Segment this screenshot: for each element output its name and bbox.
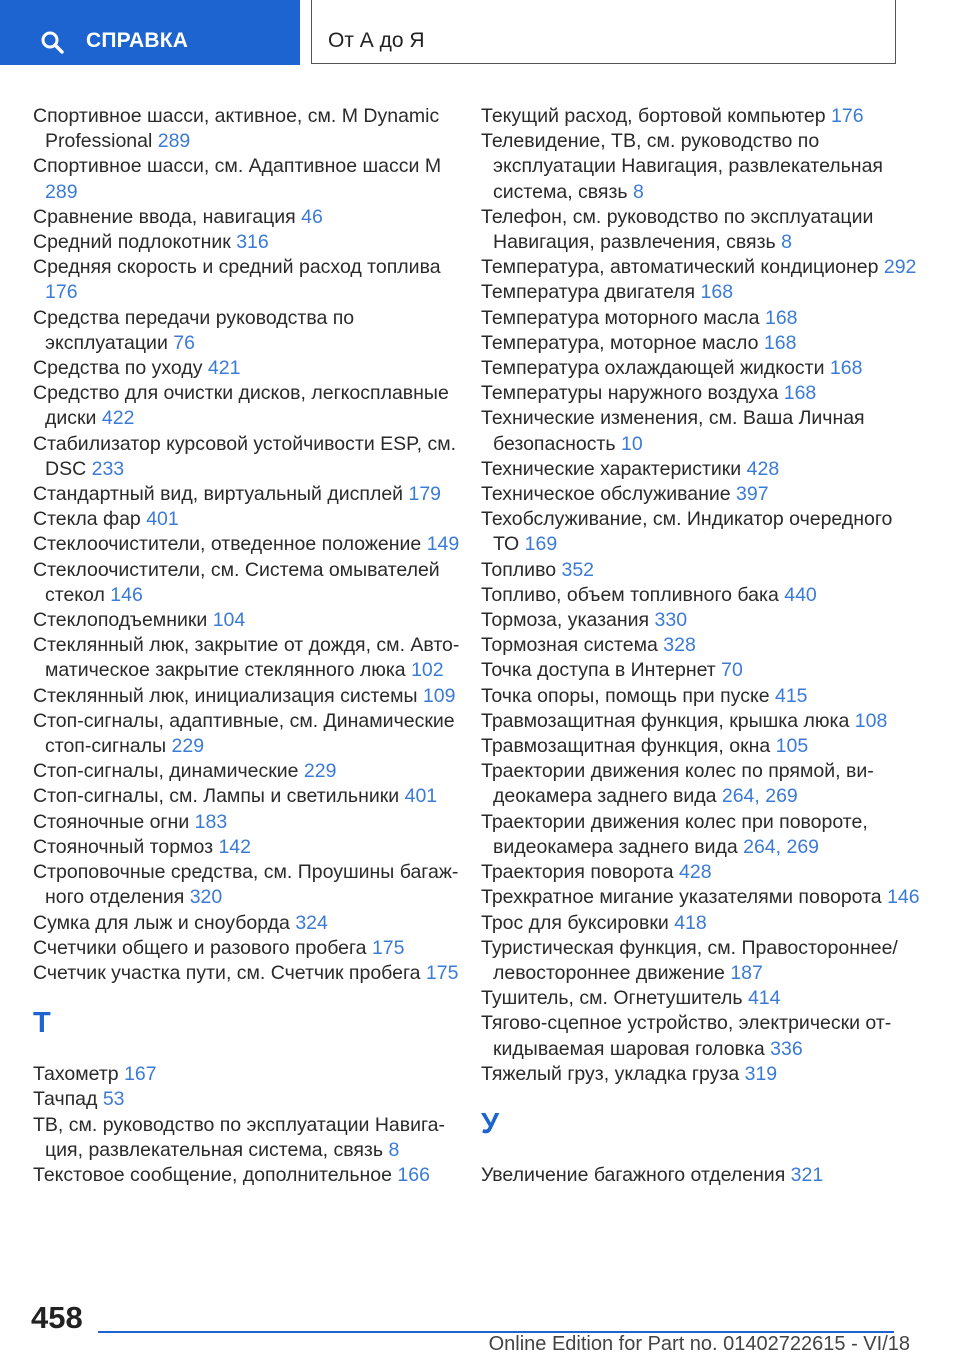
index-entry-text: Средство для очистки дисков, легкосплавные диски [33, 382, 449, 430]
index-entry [33, 381, 463, 431]
page-reference-link[interactable]: 168 [783, 382, 817, 405]
page-reference-link[interactable]: 166 [397, 1163, 430, 1186]
index-entry [33, 810, 463, 835]
page-reference-link[interactable]: 109 [422, 684, 456, 707]
index-entry-text: Спортивное шасси, активное, см. M Dynamic Professional [33, 105, 440, 153]
index-entry [33, 558, 463, 608]
index-entry [481, 306, 921, 331]
index-entry-text: Температура, моторное масло [481, 331, 759, 354]
index-entry-text: Текстовое сообщение, дополнительное [33, 1163, 392, 1186]
index-entry-text: Тахометр [33, 1063, 119, 1086]
index-entry-text: Стояночный тормоз [33, 835, 214, 858]
index-entry [481, 381, 921, 406]
page-reference-link[interactable]: 229 [303, 760, 337, 783]
index-entry [481, 1011, 921, 1061]
index-entry [481, 1163, 921, 1188]
page-reference-link[interactable]: 179 [408, 483, 442, 506]
section-tab[interactable] [0, 0, 300, 65]
index-entry-text: Телевидение, ТВ, см. руководство по эксплуатации Навигация, развлекательная система, связь [481, 130, 883, 203]
index-entry-text: Стеклоподъемники [33, 609, 208, 632]
page-reference-link[interactable]: 264, 269 [743, 835, 820, 858]
index-entry [481, 1062, 921, 1087]
index-entry [481, 658, 921, 683]
index-entry [481, 684, 921, 709]
index-entry [481, 759, 921, 809]
index-entry-text: Стоп-сигналы, адаптивные, см. Динамические стоп-сигналы [33, 709, 455, 758]
index-entry-text: Траектории движения колес при повороте, видеокамера заднего вида [481, 810, 868, 858]
index-entry [33, 633, 463, 683]
page-reference-link[interactable]: 176 [831, 105, 864, 127]
index-letter-heading: У [481, 1107, 500, 1140]
index-entry-text: Строповочные средства, см. Проушины багажного отделения [33, 861, 459, 909]
page-reference-link[interactable]: 328 [663, 634, 696, 657]
index-entry [33, 154, 463, 204]
page-reference-link[interactable]: 149 [426, 533, 460, 556]
page-reference-link[interactable]: 169 [524, 533, 558, 556]
page-reference-link[interactable]: 8 [388, 1138, 400, 1161]
index-entry-text: Счетчики общего и разового пробега [33, 936, 367, 959]
index-entry [481, 406, 921, 456]
index-entry [33, 911, 463, 936]
index-entry-text: Травмозащитная функция, окна [481, 735, 771, 758]
page-reference-link[interactable]: 102 [411, 659, 444, 682]
search-icon [40, 30, 64, 54]
index-entry [481, 356, 921, 381]
page-reference-link[interactable]: 146 [110, 583, 143, 606]
page-reference-link[interactable]: 187 [730, 961, 763, 984]
page-reference-link[interactable]: 104 [212, 609, 246, 632]
page-reference-link[interactable]: 289 [45, 180, 78, 203]
page-reference-link[interactable]: 8 [781, 231, 792, 254]
index-entry-text: Тормозная система [481, 634, 658, 657]
page-reference-link[interactable]: 8 [633, 180, 644, 203]
index-entry [481, 482, 921, 507]
page-reference-link[interactable]: 46 [301, 205, 323, 228]
page-reference-link[interactable]: 401 [146, 508, 179, 531]
index-entry-text: Техническое обслуживание [481, 483, 731, 506]
index-entry [33, 482, 463, 507]
index-entry-text: Точка опоры, помощь при пуске [481, 684, 770, 707]
page-reference-link[interactable]: 175 [371, 936, 405, 959]
section-label: СПРАВКА [86, 29, 189, 52]
page-reference-link[interactable]: 316 [236, 231, 269, 254]
page-reference-link[interactable]: 233 [91, 457, 125, 480]
page-reference-link[interactable]: 176 [45, 281, 78, 304]
index-entry [481, 280, 921, 305]
page-reference-link[interactable]: 321 [790, 1163, 824, 1186]
page-reference-link[interactable]: 168 [763, 331, 797, 354]
page-reference-link[interactable]: 397 [736, 483, 769, 506]
index-entry-text: Топливо, объем топливного бака [481, 583, 779, 606]
page-reference-link[interactable]: 105 [775, 735, 809, 758]
index-entry-text: Тушитель, см. Огнетушитель [481, 987, 743, 1010]
index-entry-text: Сумка для лыж и сноуборда [33, 911, 290, 934]
index-entry-text: Стоп-сигналы, см. Лампы и светильники [33, 785, 400, 808]
index-entry [33, 608, 463, 633]
index-entry-text: Стабилизатор курсовой устойчивости ESP, см. DSC [33, 432, 457, 480]
page-reference-link[interactable]: 418 [674, 911, 707, 934]
index-entry [481, 457, 921, 482]
index-entry [33, 255, 463, 305]
index-entry-text: Средства по уходу [33, 357, 203, 380]
page-reference-link[interactable]: 415 [774, 684, 808, 707]
index-entry [481, 734, 921, 759]
index-entry [33, 507, 463, 532]
index-entry [33, 835, 463, 860]
index-entry [481, 885, 921, 910]
index-entry [481, 205, 921, 255]
index-entry [33, 1163, 463, 1188]
index-entry [33, 104, 463, 154]
page-reference-link[interactable]: 70 [721, 659, 743, 682]
page-reference-link[interactable]: 292 [883, 256, 917, 279]
index-entry [481, 911, 921, 936]
index-entry [481, 633, 921, 658]
index-entry [33, 432, 463, 482]
index-entry-text: Температуры наружного воздуха [481, 382, 779, 405]
index-entry-text: Телефон, см. руководство по эксплуатации Навигация, развлечения, связь [481, 205, 874, 254]
chapter-header [311, 0, 896, 64]
index-entry-text: Температура двигателя [481, 281, 696, 304]
index-entry-text: Точка доступа в Интернет [481, 659, 716, 682]
page-reference-link[interactable]: 264, 269 [721, 785, 798, 808]
index-entry-text: Техобслуживание, см. Индикатор очередного ТО [481, 508, 893, 556]
index-entry [33, 532, 463, 557]
page-reference-link[interactable]: 428 [746, 457, 780, 480]
index-entry-text: Сравнение ввода, навигация [33, 205, 296, 228]
page-reference-link[interactable]: 168 [829, 357, 863, 380]
index-entry-text: Увеличение багажного отделения [481, 1163, 786, 1186]
index-entry [33, 1087, 463, 1112]
page-reference-link[interactable]: 401 [404, 785, 438, 808]
index-entry [481, 583, 921, 608]
page-reference-link[interactable]: 428 [679, 861, 712, 884]
page-reference-link[interactable]: 167 [124, 1063, 157, 1086]
page-reference-link[interactable]: 414 [747, 987, 781, 1010]
page-reference-link[interactable]: 319 [744, 1062, 778, 1085]
index-entry-text: ТВ, см. руководство по эксплуатации Навигация, развлекательная система, связь [33, 1113, 446, 1161]
page-reference-link[interactable]: 289 [157, 130, 191, 153]
page-reference-link[interactable]: 422 [101, 407, 135, 430]
index-entry [33, 306, 463, 356]
index-entry [33, 961, 463, 986]
index-entry-text: Тяжелый груз, укладка груза [481, 1062, 740, 1085]
index-entry [481, 986, 921, 1011]
index-entry [481, 936, 921, 986]
index-entry [481, 104, 921, 129]
index-entry-text: Стояночные огни [33, 810, 190, 833]
page-reference-link[interactable]: 330 [654, 609, 688, 632]
index-entry-text: Температура, автоматический кондиционер [481, 256, 879, 279]
index-entry [33, 936, 463, 961]
page-reference-link[interactable]: 142 [218, 835, 251, 858]
index-entry [33, 356, 463, 381]
page-reference-link[interactable]: 168 [764, 306, 798, 329]
index-entry [481, 860, 921, 885]
index-entry-text: Температура охлаждающей жидкости [481, 357, 825, 380]
page-number: 458 [31, 1300, 83, 1335]
index-column-left [33, 104, 463, 1188]
index-entry-text: Технические характеристики [481, 457, 742, 480]
page-reference-link[interactable]: 421 [207, 357, 241, 380]
page-reference-link[interactable]: 76 [173, 331, 195, 354]
page-reference-link[interactable]: 53 [102, 1088, 125, 1111]
index-entry-text: Стандартный вид, виртуальный дисплей [33, 483, 404, 506]
index-entry-text: Средний подлокотник [33, 231, 231, 254]
page-reference-link[interactable]: 324 [295, 911, 328, 934]
index-entry [481, 810, 921, 860]
index-entry-text: Средняя скорость и средний расход топлива [33, 256, 441, 279]
index-entry [33, 1062, 463, 1087]
page-reference-link[interactable]: 183 [194, 810, 228, 833]
index-letter-heading: Т [33, 1007, 51, 1040]
page-reference-link[interactable]: 320 [189, 886, 223, 909]
page-reference-link[interactable]: 108 [854, 709, 888, 732]
index-entry [33, 784, 463, 809]
index-entry [33, 1113, 463, 1163]
index-entry-text: Счетчик участка пути, см. Счетчик пробега [33, 961, 421, 984]
index-entry-text: Стеклоочистители, отведенное положение [33, 533, 422, 556]
index-entry-text: Стеклянный люк, инициализация системы [33, 684, 418, 707]
index-entry [33, 759, 463, 784]
index-entry-text: Топливо [481, 558, 557, 581]
index-entry-text: Технические изменения, см. Ваша Личная безопасность [481, 407, 865, 455]
page-reference-link[interactable]: 336 [770, 1037, 803, 1060]
page-reference-link[interactable]: 175 [425, 961, 459, 984]
index-entry-text: Стеклянный люк, закрытие от дождя, см. Автоматическое закрытие стеклянного люка [33, 634, 460, 682]
index-entry-text: Спортивное шасси, см. Адаптивное шасси M [33, 155, 442, 178]
index-entry-text: Тормоза, указания [481, 609, 650, 632]
page-reference-link[interactable]: 10 [620, 432, 643, 455]
edition-note: Online Edition for Part no. 01402722615 - VI/18 [488, 1333, 910, 1355]
index-entry-text: Температура моторного масла [481, 306, 760, 329]
index-entry-text: Трос для буксировки [481, 911, 669, 934]
index-entry [33, 205, 463, 230]
index-entry [481, 331, 921, 356]
index-entry-text: Травмозащитная функция, крышка люка [481, 709, 850, 732]
index-entry [33, 684, 463, 709]
index-entry [33, 709, 463, 759]
page-reference-link[interactable]: 440 [784, 583, 817, 606]
page-reference-link[interactable]: 168 [700, 281, 734, 304]
chapter-title: От А до Я [328, 29, 425, 52]
index-entry [481, 129, 921, 205]
index-entry-text: Траектория поворота [481, 861, 674, 884]
page-reference-link[interactable]: 146 [887, 886, 920, 909]
index-entry [481, 558, 921, 583]
index-entry-text: Средства передачи руководства по эксплуатации [33, 306, 355, 354]
index-entry [481, 507, 921, 557]
index-entry-text: Траектории движения колес по прямой, видеокамера заднего вида [481, 760, 874, 808]
index-entry [33, 230, 463, 255]
index-entry-text: Текущий расход, бортовой компьютер [481, 105, 826, 127]
index-entry-text: Стекла фар [33, 508, 141, 531]
index-entry [481, 608, 921, 633]
index-entry-text: Тачпад [33, 1088, 98, 1111]
index-entry-text: Трехкратное мигание указателями поворота [481, 886, 882, 909]
index-entry-text: Тягово-сцепное устройство, электрически откидываемая шаровая головка [481, 1012, 892, 1060]
index-entry-text: Стоп-сигналы, динамические [33, 760, 299, 783]
index-column-right [481, 104, 921, 1188]
page-reference-link[interactable]: 229 [171, 735, 205, 758]
index-entry-text: Туристическая функция, см. Правостороннее/левостороннее движение [481, 936, 898, 984]
page-reference-link[interactable]: 352 [561, 558, 595, 581]
index-entry [481, 255, 921, 280]
index-entry [33, 860, 463, 910]
index-entry [481, 709, 921, 734]
index-entry-text: Стеклоочистители, см. Система омывателей стекол [33, 558, 440, 606]
